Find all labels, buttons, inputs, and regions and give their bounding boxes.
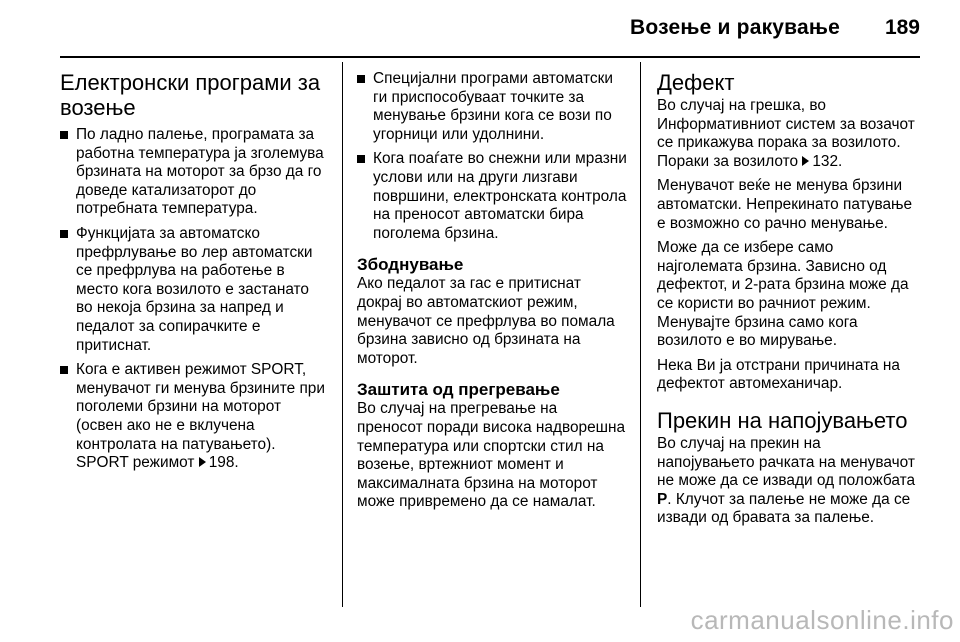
- header-rule: [60, 56, 920, 58]
- power-paragraph-text-before: Во случај на прекин на напојувањето рачката на менувачот не може да се извади од положбата: [657, 434, 916, 490]
- column-3: [657, 70, 921, 534]
- column-2: [357, 70, 627, 518]
- fault-paragraph-1-text: Во случај на грешка, во Информативниот систем за возачот се прикажува порака за возилото. Пораки за возилото: [657, 97, 915, 170]
- column-1: [60, 70, 328, 479]
- watermark-text: carmanualsonline.info: [690, 605, 954, 635]
- list-item-text: Специјални програми автоматски ги приспособуваат точките за менување брзини кога се вози по угорници или удолнини.: [373, 70, 613, 143]
- page-header: [0, 0, 960, 52]
- section-title-fault: Дефект: [657, 70, 735, 95]
- list-item-text: По ладно палење, програмата за работна температура ја зголемува брзината на моторот за брзо да го доведе катализаторот до потребната температура.: [76, 126, 324, 218]
- column-divider-1: [342, 62, 343, 607]
- page-number: 189: [884, 16, 920, 39]
- subsection-title-kickdown: Збоднување: [357, 255, 464, 275]
- kickdown-paragraph: Ако педалот за гас е притиснат докрај во автоматскиот режим, менувачот се префрлува во помала брзина зависно од брзината на моторот.: [357, 275, 615, 367]
- list-item-text: Функцијата за автоматско префрлување во лер автоматски се префрлува на работење в место кога возилото е застанато во некоја брзина за напред и педалот за сопирачките е притиснат.: [76, 224, 313, 354]
- power-paragraph-text-after: . Клучот за палење не може да се извади од бравата за палење.: [657, 490, 911, 527]
- bullet-list-1: [60, 126, 328, 473]
- fault-paragraph-2: Менувачот веќе не менува брзини автоматски. Непрекинато патување е возможно со рачно менување.: [657, 177, 913, 232]
- list-item: [60, 126, 328, 219]
- page-reference-arrow-icon: [802, 156, 809, 166]
- page-reference-arrow-icon: [199, 457, 206, 467]
- bullet-square-icon: [60, 131, 68, 139]
- page-reference-link[interactable]: 198.: [208, 454, 239, 472]
- power-paragraph: [657, 435, 921, 528]
- overheat-paragraph: Во случај на прегревање на преносот поради висока надворешна температура или спортски стил на возење, вртежниот момент и максималната брзина на моторот може привремено да се намалат.: [357, 400, 626, 511]
- fault-paragraph-4: Нека Ви ја отстрани причината на дефектот автомеханичар.: [657, 356, 900, 393]
- column-divider-2: [640, 62, 641, 607]
- subsection-title-overheat: Заштита од прегревање: [357, 380, 560, 400]
- watermark: [0, 605, 960, 636]
- section-title-power-interruption: Прекин на напојувањето: [657, 407, 908, 433]
- fault-paragraph-1: [657, 97, 921, 171]
- list-item: [357, 150, 627, 243]
- section-title-electronic-programs: Електронски програми за возење: [60, 70, 321, 120]
- gear-position-key: P: [657, 490, 668, 508]
- list-item: [60, 225, 328, 355]
- bullet-square-icon: [357, 155, 365, 163]
- bullet-square-icon: [60, 366, 68, 374]
- header-title: Возење и ракување: [630, 16, 840, 39]
- page-reference-link[interactable]: 132.: [812, 152, 843, 170]
- bullet-list-2: [357, 70, 627, 243]
- list-item: [60, 361, 328, 473]
- list-item: [357, 70, 627, 144]
- bullet-square-icon: [357, 75, 365, 83]
- list-item-text: Кога поаѓате во снежни или мразни услови или на други лизгави површини, електронската контрола на преносот автоматски бира поголема брзина.: [373, 150, 627, 242]
- bullet-square-icon: [60, 230, 68, 238]
- list-item-text: Кога е активен режимот SPORT, менувачот ги менува брзините при поголеми брзини на моторот (освен ако не е вклучена контролата на патувањето). SPORT режимот: [76, 361, 325, 472]
- fault-paragraph-3: Може да се избере само најголемата брзина. Зависно од дефектот, и 2-рата брзина може да се користи во рачниот режим. Менувајте брзина само кога возилото е во мирување.: [657, 239, 909, 350]
